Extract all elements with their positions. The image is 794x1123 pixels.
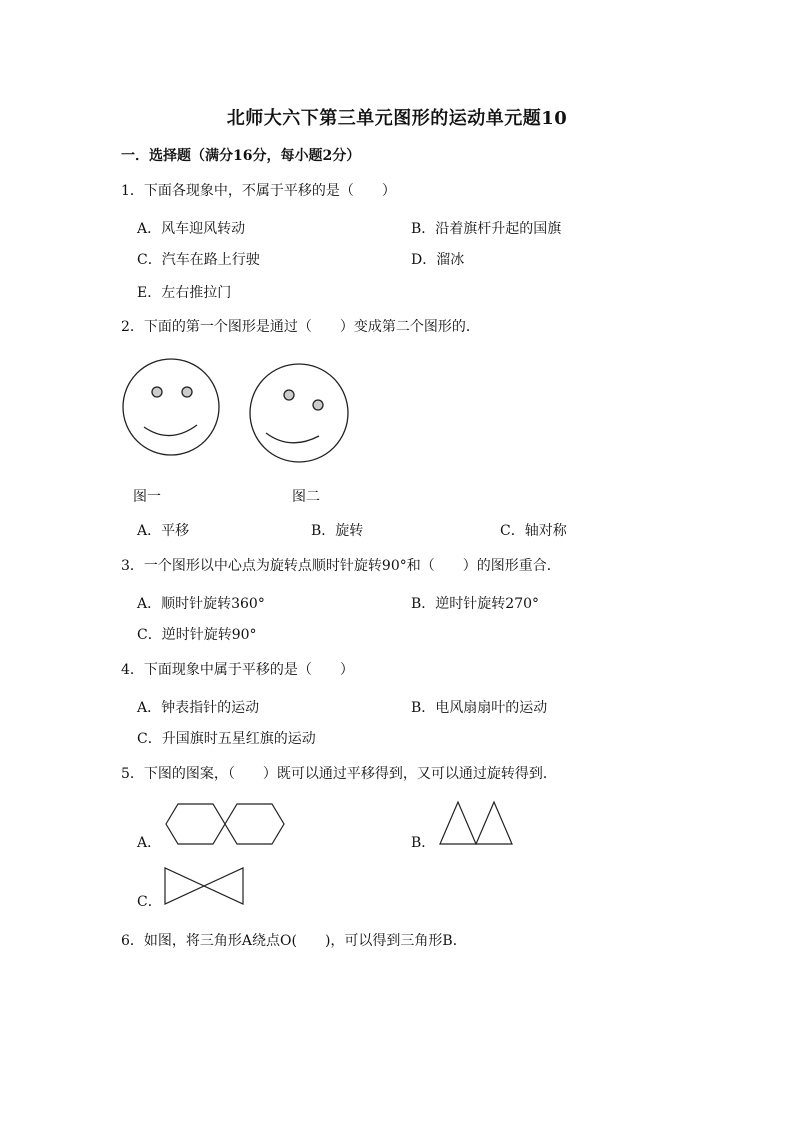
triangle-pair-figure	[438, 800, 516, 846]
bowtie-left-triangle	[165, 868, 204, 904]
q1-option-d[interactable]: D．溜冰	[411, 252, 465, 268]
q1-option-a[interactable]: A．风车迎风转动	[137, 221, 246, 237]
q3-option-b[interactable]: B．逆时针旋转270°	[411, 596, 540, 612]
hexagon-right	[225, 804, 284, 844]
question-6-stem: 6．如图，将三角形A绕点O( )，可以得到三角形B．	[121, 933, 467, 949]
eye-right-2	[313, 400, 323, 410]
question-5-stem: 5．下图的图案，（ ）既可以通过平移得到，又可以通过旋转得到．	[121, 766, 557, 782]
question-4-stem: 4．下面现象中属于平移的是（ ）	[121, 662, 354, 678]
q1-option-b[interactable]: B．沿着旗杆升起的国旗	[411, 221, 562, 237]
question-1-stem: 1．下面各现象中，不属于平移的是（ ）	[121, 183, 396, 199]
q4-option-a[interactable]: A．钟表指针的运动	[137, 700, 260, 716]
eye-left-1	[152, 387, 162, 397]
q1-option-e[interactable]: E．左右推拉门	[137, 285, 232, 301]
q5-option-b[interactable]: B．	[411, 835, 436, 851]
q3-option-a[interactable]: A．顺时针旋转360°	[137, 596, 265, 612]
smiley-figures	[120, 357, 360, 469]
q1-option-c[interactable]: C．汽车在路上行驶	[137, 252, 260, 268]
eye-left-2	[284, 390, 294, 400]
triangle-left	[440, 802, 476, 844]
q2-option-c[interactable]: C．轴对称	[500, 523, 567, 539]
q5-option-a[interactable]: A．	[137, 835, 162, 851]
mouth-2	[266, 433, 319, 443]
mouth-1	[144, 425, 197, 436]
bowtie-figure	[163, 866, 245, 906]
q3-option-c[interactable]: C．逆时针旋转90°	[137, 627, 257, 643]
eye-right-1	[182, 387, 192, 397]
q5-option-c[interactable]: C．	[137, 894, 162, 910]
q4-option-b[interactable]: B．电风扇扇叶的运动	[411, 700, 548, 716]
question-3-stem: 3．一个图形以中心点为旋转点顺时针旋转90°和（ ）的图形重合．	[121, 558, 561, 574]
face-outline-1	[123, 359, 219, 455]
q2-option-a[interactable]: A．平移	[137, 523, 190, 539]
smiley-face-2	[250, 364, 348, 462]
bowtie-right-triangle	[204, 868, 243, 904]
figure-label-1: 图一	[133, 489, 161, 505]
question-2-stem: 2．下面的第一个图形是通过（ ）变成第二个图形的．	[121, 319, 480, 335]
smiley-face-1	[123, 359, 219, 455]
q4-option-c[interactable]: C．升国旗时五星红旗的运动	[137, 731, 316, 747]
figure-label-2: 图二	[292, 489, 320, 505]
q2-option-b[interactable]: B．旋转	[311, 523, 364, 539]
hexagon-left	[166, 804, 225, 844]
page-title: 北师大六下第三单元图形的运动单元题10	[226, 108, 568, 129]
face-outline-2	[250, 364, 348, 462]
section-heading: 一．选择题（满分16分，每小题2分）	[121, 148, 361, 164]
hexagon-pair-figure	[163, 802, 288, 847]
triangle-right	[476, 802, 512, 844]
